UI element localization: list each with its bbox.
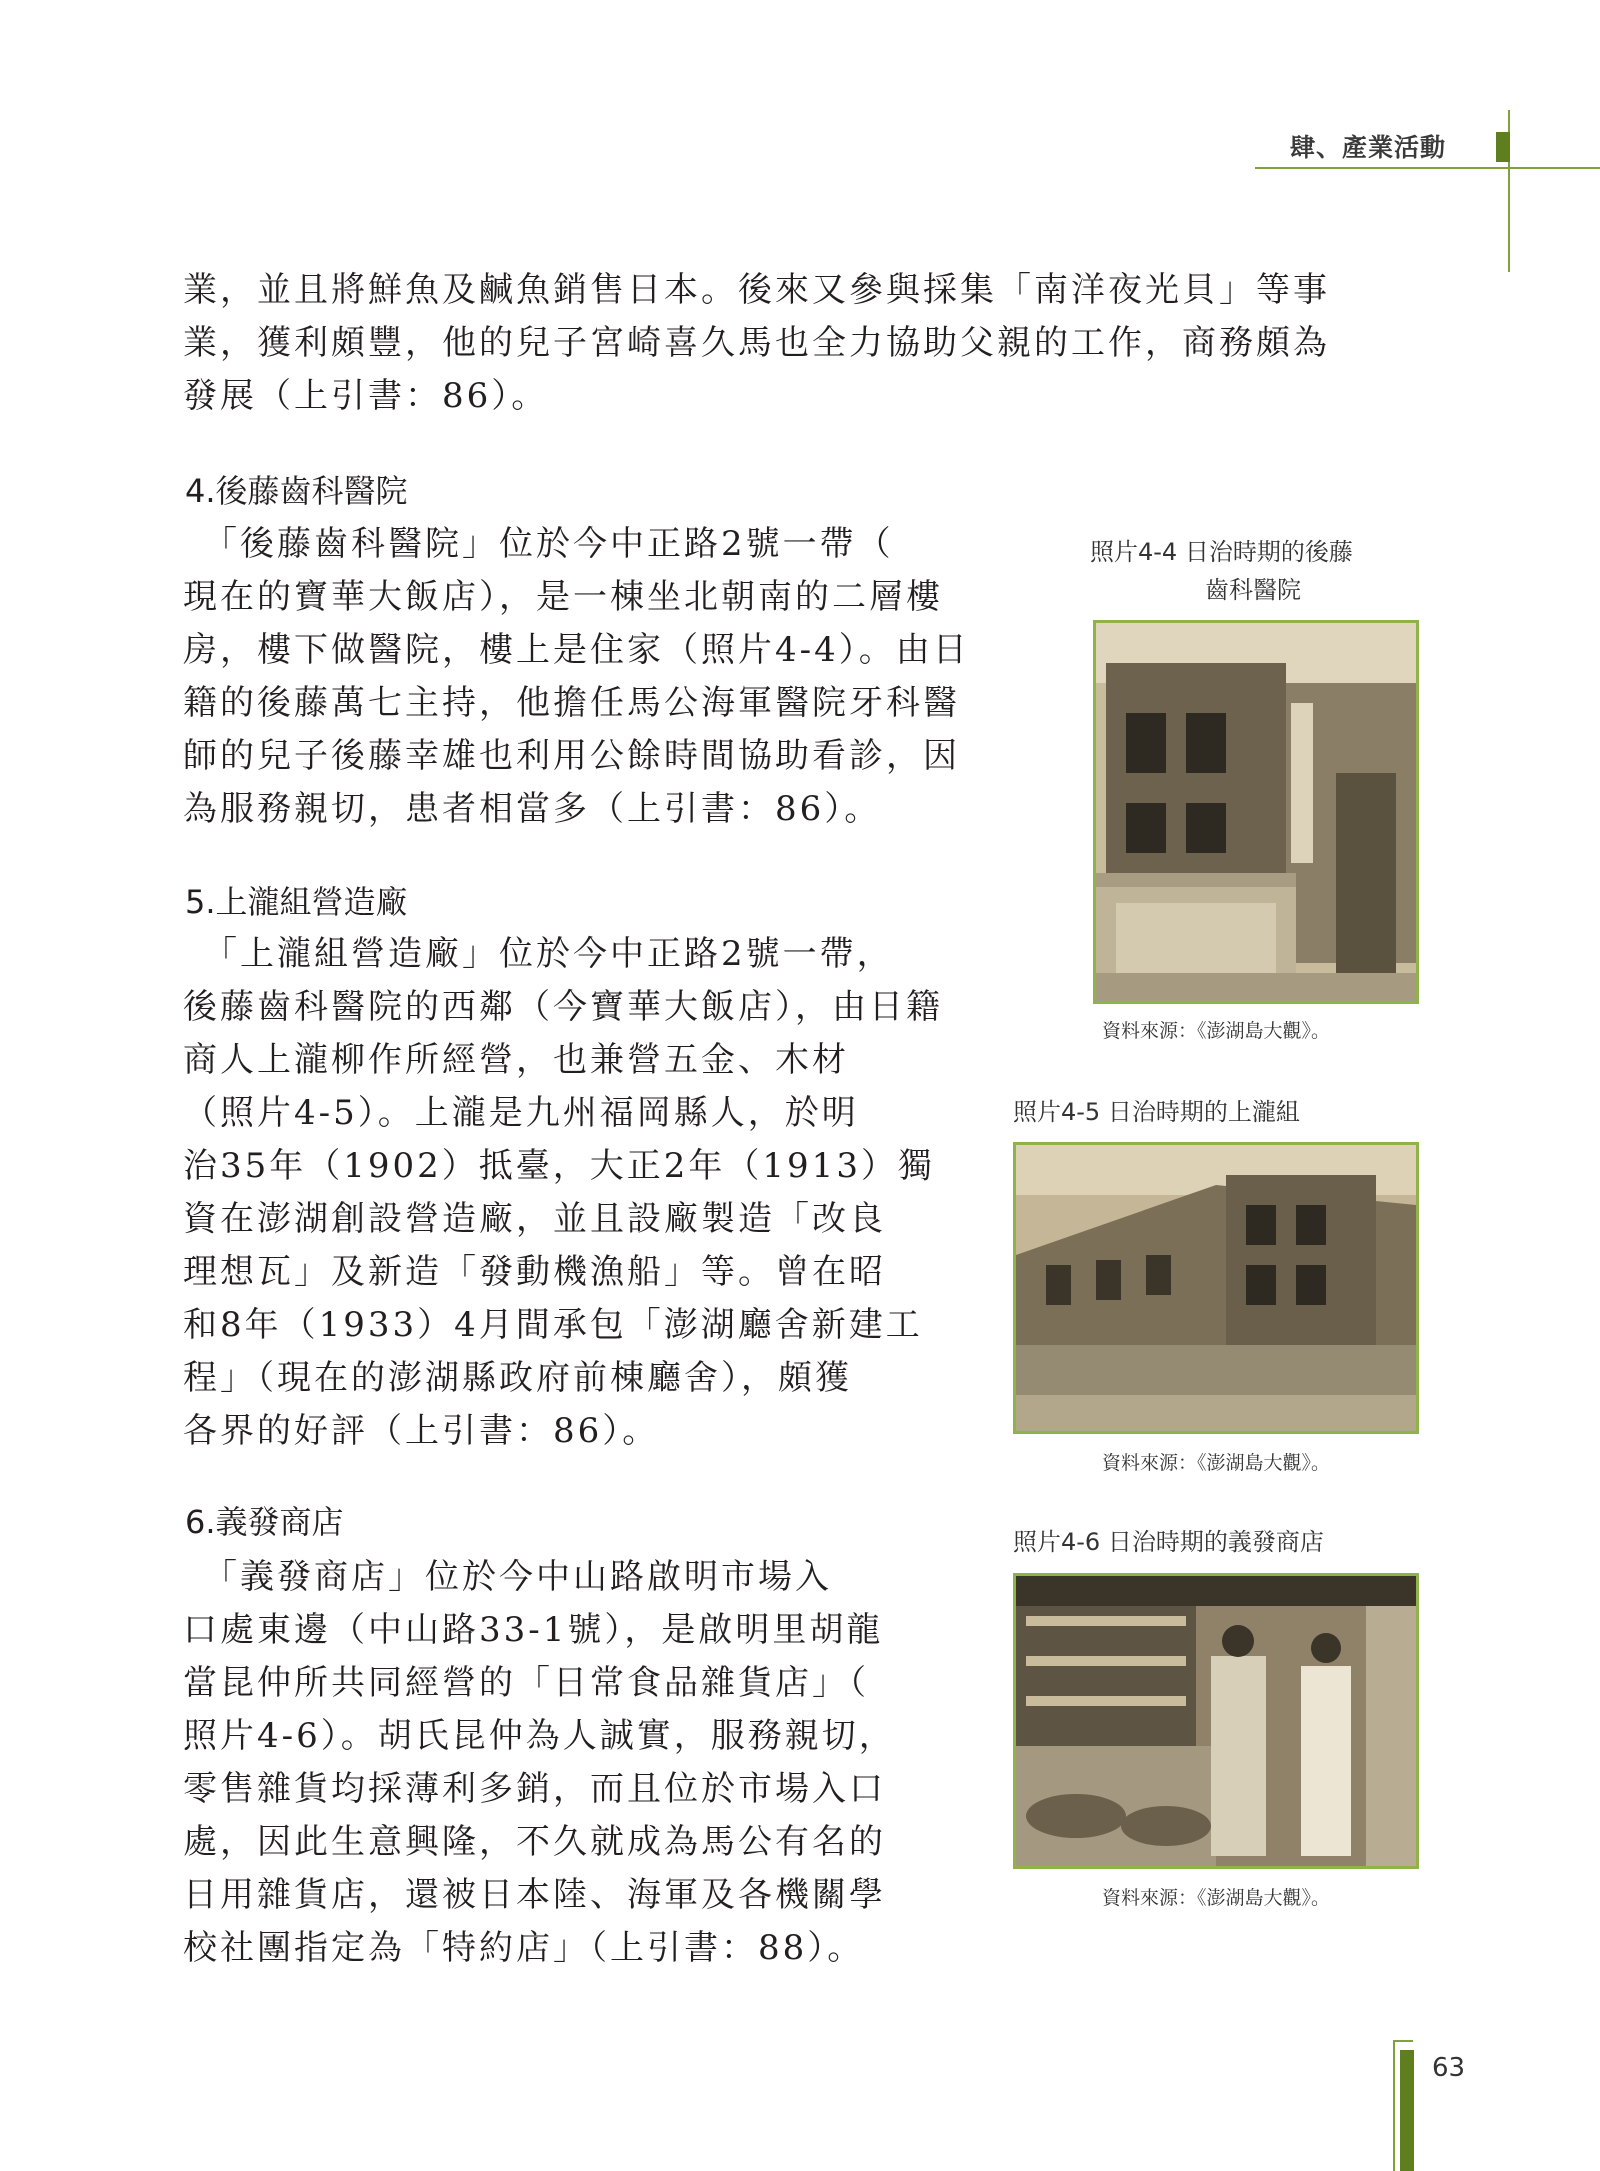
- figure-source: 資料來源：《澎湖島大觀》。: [1102, 1020, 1331, 1042]
- figure-caption-continued: 齒科醫院: [1205, 576, 1301, 604]
- text-line: 「義發商店」位於今中山路啟明市場入: [183, 1557, 832, 1597]
- footer-rule: [1393, 2040, 1413, 2042]
- header-accent-block: [1496, 132, 1510, 162]
- section-paragraph-yifa-store: [183, 1551, 983, 1975]
- text-line: 房，樓下做醫院，樓上是住家（照片4-4）。由日: [183, 630, 970, 670]
- page-number: 63: [1432, 2053, 1466, 2083]
- text-line: 照片4-6）。胡氏昆仲為人誠實，服務親切，: [183, 1716, 896, 1756]
- text-line: 理想瓦」及新造「發動機漁船」等。曾在昭: [183, 1252, 886, 1292]
- text-line: 資在澎湖創設營造廠，並且設廠製造「改良: [183, 1199, 886, 1239]
- text-line: 為服務親切，患者相當多（上引書：86）。: [183, 789, 882, 829]
- text-line: 業，並且將鮮魚及鹹魚銷售日本。後來又參與採集「南洋夜光貝」等事: [183, 270, 1330, 310]
- figure-source: 資料來源：《澎湖島大觀》。: [1102, 1452, 1331, 1474]
- text-line: 和8年（1933）4月間承包「澎湖廳舍新建工: [183, 1305, 923, 1345]
- section-heading-yifa-store: 6.義發商店: [185, 1503, 344, 1541]
- text-line: 籍的後藤萬七主持，他擔任馬公海軍醫院牙科醫: [183, 683, 960, 723]
- text-line: 校社團指定為「特約店」（上引書：88）。: [183, 1928, 865, 1968]
- footer-accent-bar: [1400, 2050, 1414, 2171]
- text-line: 當昆仲所共同經營的「日常食品雜貨店」（: [183, 1663, 869, 1703]
- photo-yifa-store: [1013, 1573, 1419, 1869]
- section-paragraph-kamitaki: [183, 928, 1043, 1458]
- text-line: 「上瀧組營造廠」位於今中正路2號一帶，: [183, 934, 894, 974]
- section-paragraph-goto-dental: [183, 518, 1043, 836]
- figure-source: 資料來源：《澎湖島大觀》。: [1102, 1887, 1331, 1909]
- photo-kamitaki-company: [1013, 1142, 1419, 1434]
- section-heading-goto-dental: 4.後藤齒科醫院: [185, 472, 408, 510]
- figure-caption: 照片4-5 日治時期的上瀧組: [1013, 1098, 1300, 1126]
- chapter-title: 肆、產業活動: [1290, 133, 1447, 162]
- text-line: 發展（上引書：86）。: [183, 376, 549, 416]
- text-line: 各界的好評（上引書：86）。: [183, 1411, 660, 1451]
- figure-caption: 照片4-4 日治時期的後藤: [1090, 538, 1353, 566]
- text-line: （照片4-5）。上瀧是九州福岡縣人，於明: [183, 1093, 859, 1133]
- footer-vertical-rule: [1393, 2040, 1395, 2171]
- text-line: 「後藤齒科醫院」位於今中正路2號一帶（: [183, 524, 894, 564]
- text-line: 商人上瀧柳作所經營，也兼營五金、木材: [183, 1040, 849, 1080]
- text-line: 業，獲利頗豐，他的兒子宮崎喜久馬也全力協助父親的工作，商務頗為: [183, 323, 1330, 363]
- text-line: 日用雜貨店，還被日本陸、海軍及各機關學: [183, 1875, 886, 1915]
- header-rule: [1255, 167, 1600, 169]
- text-line: 口處東邊（中山路33-1號），是啟明里胡龍: [183, 1610, 884, 1650]
- text-line: 零售雜貨均採薄利多銷，而且位於市場入口: [183, 1769, 886, 1809]
- text-line: 現在的寶華大飯店），是一棟坐北朝南的二層樓: [183, 577, 943, 617]
- text-line: 後藤齒科醫院的西鄰（今寶華大飯店），由日籍: [183, 987, 943, 1027]
- text-line: 程」（現在的澎湖縣政府前棟廳舍），頗獲: [183, 1358, 852, 1398]
- text-line: 師的兒子後藤幸雄也利用公餘時間協助看診，因: [183, 736, 960, 776]
- text-line: 處，因此生意興隆，不久就成為馬公有名的: [183, 1822, 886, 1862]
- section-heading-kamitaki: 5.上瀧組營造廠: [185, 883, 408, 921]
- intro-paragraph: [183, 264, 1423, 423]
- text-line: 治35年（1902）抵臺，大正2年（1913）獨: [183, 1146, 935, 1186]
- figure-caption: 照片4-6 日治時期的義發商店: [1013, 1528, 1324, 1556]
- photo-goto-dental-clinic: [1093, 620, 1419, 1004]
